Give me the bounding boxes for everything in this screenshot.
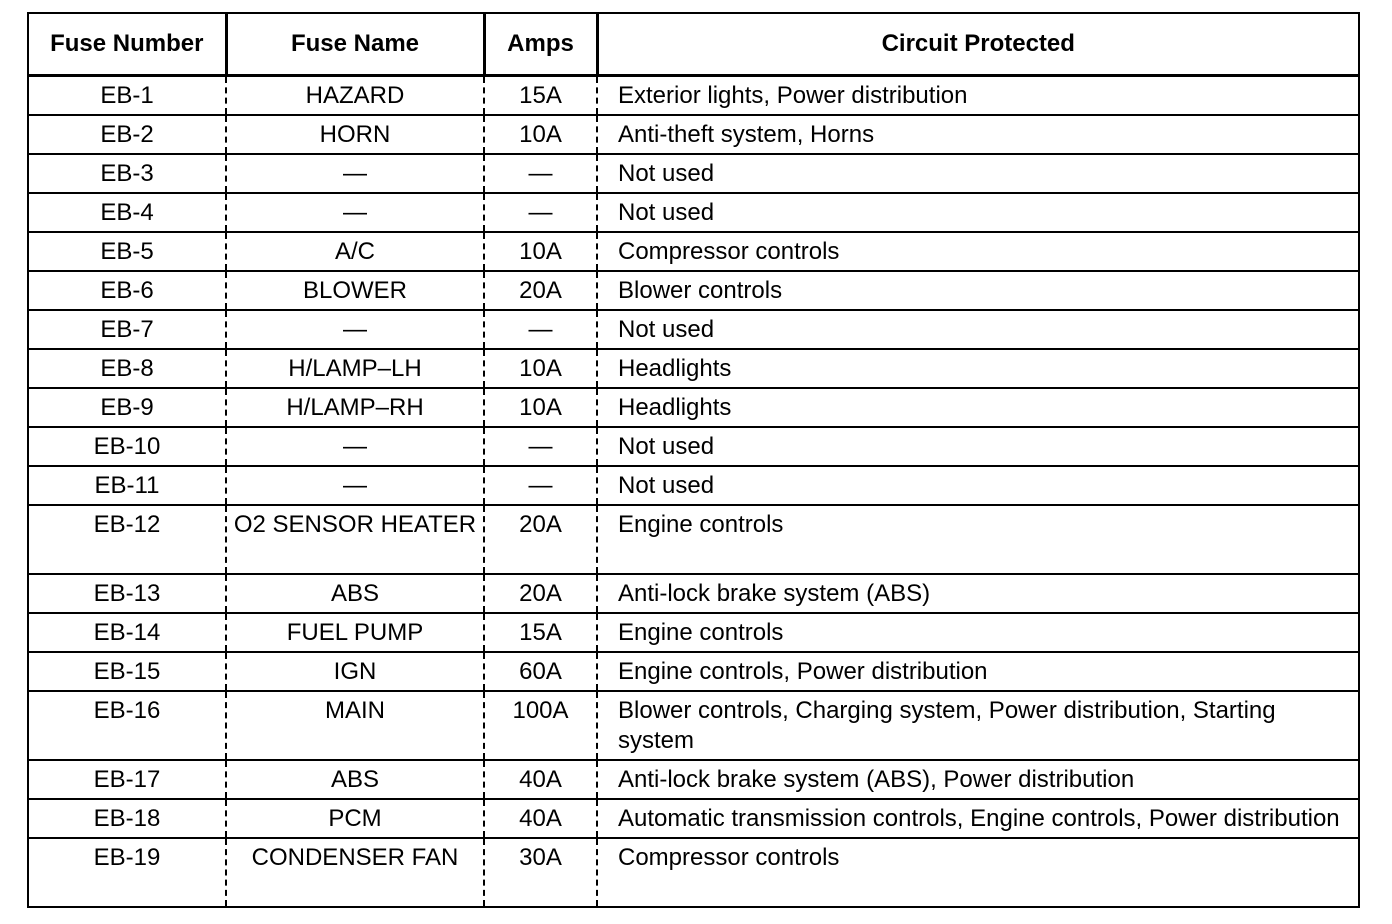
amps-cell: — — [484, 427, 597, 466]
fuse-name-cell: — — [226, 427, 484, 466]
fuse-number-cell: EB-2 — [28, 115, 226, 154]
circuit-protected-cell: Not used — [597, 154, 1359, 193]
amps-cell: 100A — [484, 691, 597, 760]
table-row — [28, 115, 1359, 154]
table-row — [28, 466, 1359, 505]
header-fuse-name: Fuse Name — [226, 13, 484, 76]
amps-cell: 15A — [484, 613, 597, 652]
fuse-number-cell: EB-5 — [28, 232, 226, 271]
table-row — [28, 760, 1359, 799]
circuit-protected-cell: Not used — [597, 427, 1359, 466]
amps-cell: 10A — [484, 349, 597, 388]
fuse-name-cell: O2 SENSOR HEATER — [226, 505, 484, 574]
circuit-protected-cell: Compressor controls — [597, 232, 1359, 271]
fuse-number-cell: EB-6 — [28, 271, 226, 310]
header-amps: Amps — [484, 13, 597, 76]
fuse-name-cell: HAZARD — [226, 76, 484, 115]
table-row — [28, 505, 1359, 574]
fuse-number-cell: EB-18 — [28, 799, 226, 838]
table-row — [28, 76, 1359, 115]
table-row — [28, 349, 1359, 388]
circuit-protected-cell: Automatic transmission controls, Engine controls, Power distribution — [597, 799, 1359, 838]
circuit-protected-cell: Exterior lights, Power distribution — [618, 82, 968, 109]
fuse-number-cell: EB-3 — [28, 154, 226, 193]
circuit-protected-cell: Anti-lock brake system (ABS) — [597, 574, 1359, 613]
fuse-number-cell: EB-1 — [28, 76, 226, 115]
amps-cell: — — [484, 466, 597, 505]
fuse-number-cell: EB-12 — [28, 505, 226, 574]
fuse-table — [27, 12, 1360, 908]
fuse-name-cell: CONDENSER FAN — [226, 838, 484, 907]
circuit-protected-cell: Headlights — [597, 349, 1359, 388]
fuse-number-cell: EB-16 — [28, 691, 226, 760]
circuit-protected-cell: Engine controls, Power distribution — [597, 652, 1359, 691]
table-row — [28, 154, 1359, 193]
circuit-protected-cell: Blower controls, Charging system, Power distribution, Starting system — [597, 691, 1359, 760]
fuse-number-cell: EB-9 — [28, 388, 226, 427]
table-row — [28, 193, 1359, 232]
table-row — [28, 691, 1359, 760]
fuse-number-cell: EB-14 — [28, 613, 226, 652]
fuse-number-cell: EB-11 — [28, 466, 226, 505]
table-row — [28, 652, 1359, 691]
fuse-number-cell: EB-15 — [28, 652, 226, 691]
amps-cell: 20A — [484, 505, 597, 574]
circuit-protected-cell: Engine controls — [597, 613, 1359, 652]
table-row — [28, 574, 1359, 613]
circuit-protected-cell: Not used — [597, 310, 1359, 349]
circuit-protected-cell: Anti-theft system, Horns — [597, 115, 1359, 154]
fuse-name-cell: MAIN — [226, 691, 484, 760]
table-header — [28, 13, 1359, 76]
table-row — [28, 232, 1359, 271]
amps-cell: 40A — [484, 760, 597, 799]
fuse-name-cell: HORN — [226, 115, 484, 154]
fuse-name-cell: BLOWER — [226, 271, 484, 310]
fuse-name-cell: A/C — [226, 232, 484, 271]
table-row — [28, 388, 1359, 427]
amps-cell: 10A — [484, 388, 597, 427]
fuse-name-cell: PCM — [226, 799, 484, 838]
fuse-name-cell: ABS — [226, 574, 484, 613]
amps-cell: 20A — [484, 271, 597, 310]
amps-cell: — — [484, 310, 597, 349]
fuse-number-cell: EB-17 — [28, 760, 226, 799]
table-row — [28, 427, 1359, 466]
fuse-name-cell: H/LAMP–LH — [226, 349, 484, 388]
header-fuse-number: Fuse Number — [28, 13, 226, 76]
fuse-name-cell: ABS — [226, 760, 484, 799]
fuse-name-cell: FUEL PUMP — [226, 613, 484, 652]
amps-cell: — — [484, 193, 597, 232]
header-circuit-protected: Circuit Protected — [597, 13, 1359, 76]
header-row — [28, 13, 1359, 76]
circuit-protected-cell: Engine controls — [597, 505, 1359, 574]
fuse-number-cell: EB-7 — [28, 310, 226, 349]
fuse-name-cell: H/LAMP–RH — [226, 388, 484, 427]
fuse-number-cell: EB-13 — [28, 574, 226, 613]
circuit-protected-cell: Blower controls — [597, 271, 1359, 310]
fuse-name-cell: IGN — [226, 652, 484, 691]
circuit-protected-cell: Headlights — [597, 388, 1359, 427]
fuse-name-cell: — — [226, 466, 484, 505]
circuit-protected-cell: Not used — [597, 466, 1359, 505]
amps-cell: 10A — [484, 232, 597, 271]
fuse-number-cell: EB-4 — [28, 193, 226, 232]
amps-cell: 40A — [484, 799, 597, 838]
table-row — [28, 613, 1359, 652]
circuit-protected-cell: Compressor controls — [597, 838, 1359, 907]
table-body — [28, 76, 1359, 907]
circuit-protected-cell: Not used — [597, 193, 1359, 232]
fuse-name-cell: — — [226, 193, 484, 232]
table-row — [28, 271, 1359, 310]
table-row — [28, 799, 1359, 838]
fuse-number-cell: EB-8 — [28, 349, 226, 388]
amps-cell: 30A — [484, 838, 597, 907]
amps-cell: 10A — [484, 115, 597, 154]
fuse-number-cell: EB-19 — [28, 838, 226, 907]
circuit-protected-cell: Anti-lock brake system (ABS), Power distribution — [597, 760, 1359, 799]
amps-cell: 15A — [484, 76, 597, 115]
fuse-name-cell: — — [226, 154, 484, 193]
fuse-name-cell: — — [226, 310, 484, 349]
table-row — [28, 310, 1359, 349]
fuse-number-cell: EB-10 — [28, 427, 226, 466]
amps-cell: 60A — [484, 652, 597, 691]
amps-cell: — — [484, 154, 597, 193]
table-row — [28, 838, 1359, 907]
amps-cell: 20A — [484, 574, 597, 613]
